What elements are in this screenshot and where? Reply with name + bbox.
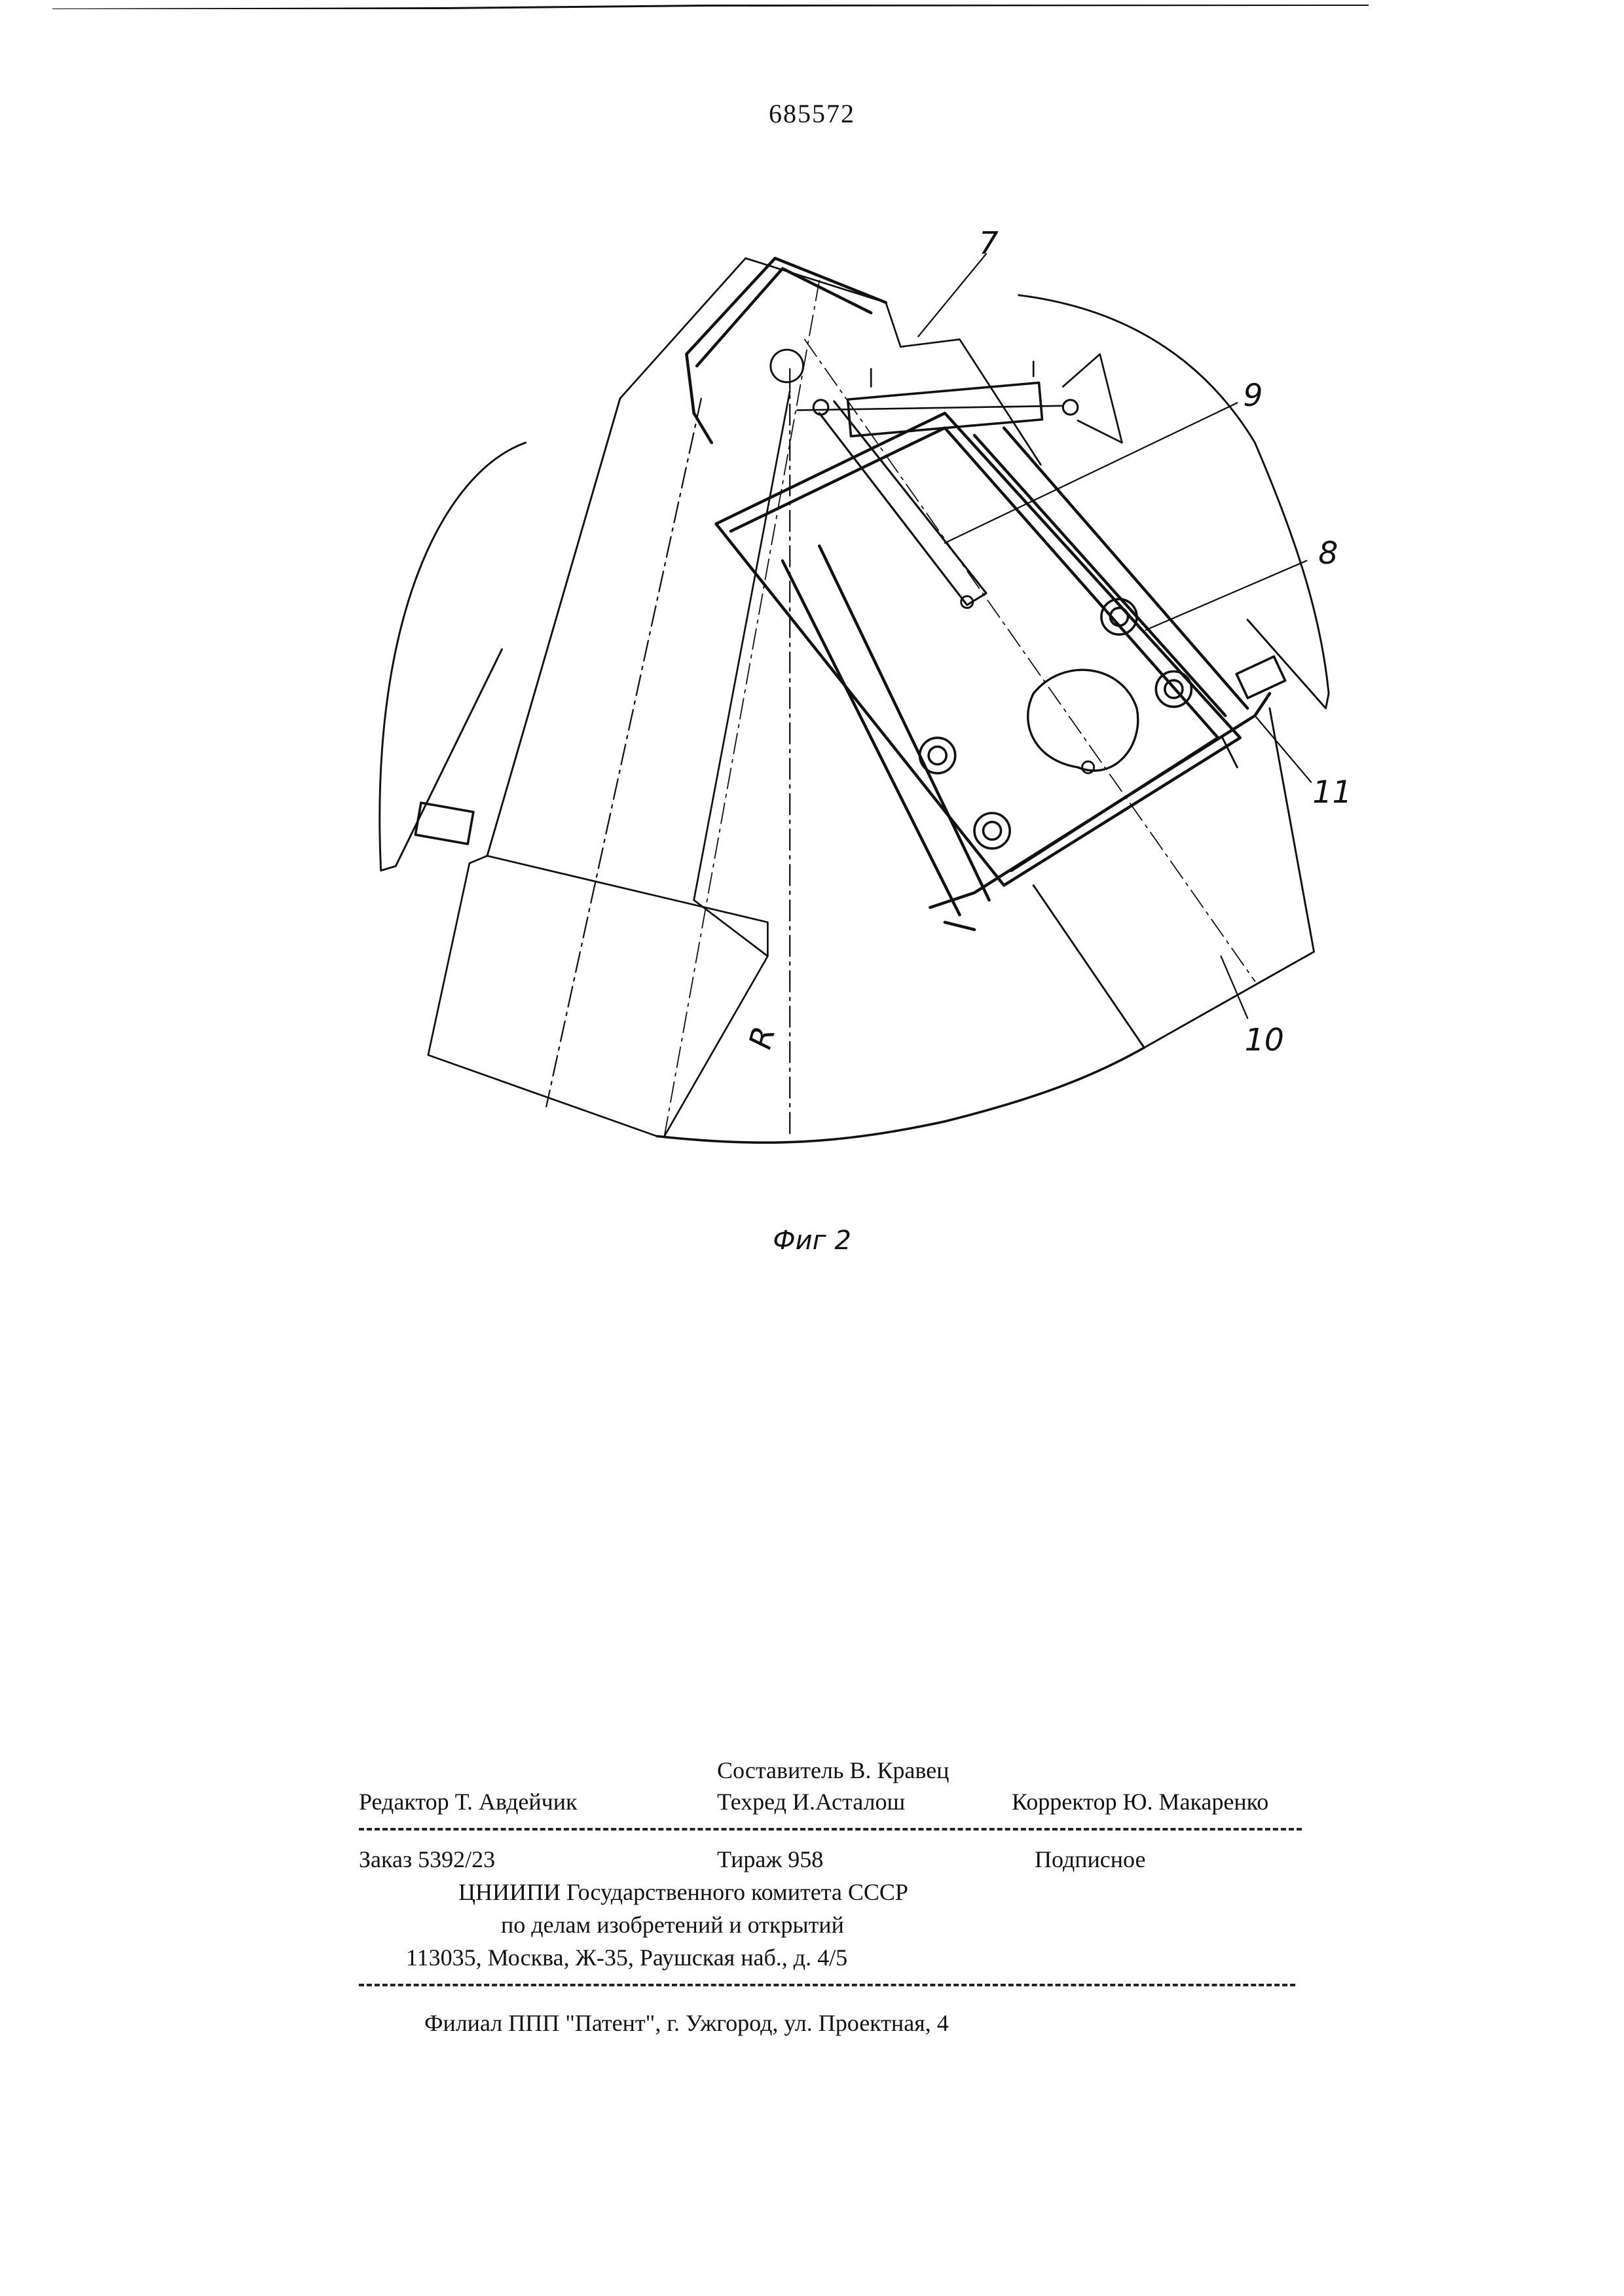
order-number: Заказ 5392/23 [359,1848,495,1871]
branch-address: Филиал ППП "Патент", г. Ужгород, ул. Проектная, 4 [424,2011,949,2035]
lower-right-body [1033,708,1314,1048]
left-body-wall [428,399,657,1137]
radius-arc [657,1048,1144,1142]
left-inner-wall [665,391,790,1136]
seal-right [1236,657,1285,698]
editor: Редактор Т. Авдейчик [359,1790,578,1813]
rule-1 [359,1828,1302,1831]
label-8: 8 [1318,536,1338,572]
subscription: Подписное [1035,1848,1145,1871]
patent-number: 685572 [0,98,1624,129]
cam-outline [1028,670,1138,771]
tech-editor: Техред И.Асталош [717,1790,905,1813]
label-R: R [743,1023,783,1053]
left-housing-arc [380,443,526,871]
label-7: 7 [979,226,999,262]
figure-caption: Фиг 2 [0,1226,1624,1256]
label-10: 10 [1245,1023,1284,1059]
rollers [920,599,1192,848]
organization-address: 113035, Москва, Ж-35, Раушская наб., д. 4/5 [406,1946,847,1969]
compiler: Составитель В. Кравец [717,1758,949,1782]
pivot-circle [771,350,803,382]
proofreader: Корректор Ю. Макаренко [1012,1790,1268,1813]
right-housing-arc [1019,295,1329,708]
label-11: 11 [1312,774,1352,811]
organization-line-2: по делам изобретений и открытий [501,1913,844,1937]
circulation: Тираж 958 [717,1848,823,1871]
rule-2 [359,1984,1295,1986]
organization-line-1: ЦНИИПИ Государственного комитета СССР [458,1880,908,1904]
label-9: 9 [1243,378,1263,414]
roller-frame [716,413,1269,930]
